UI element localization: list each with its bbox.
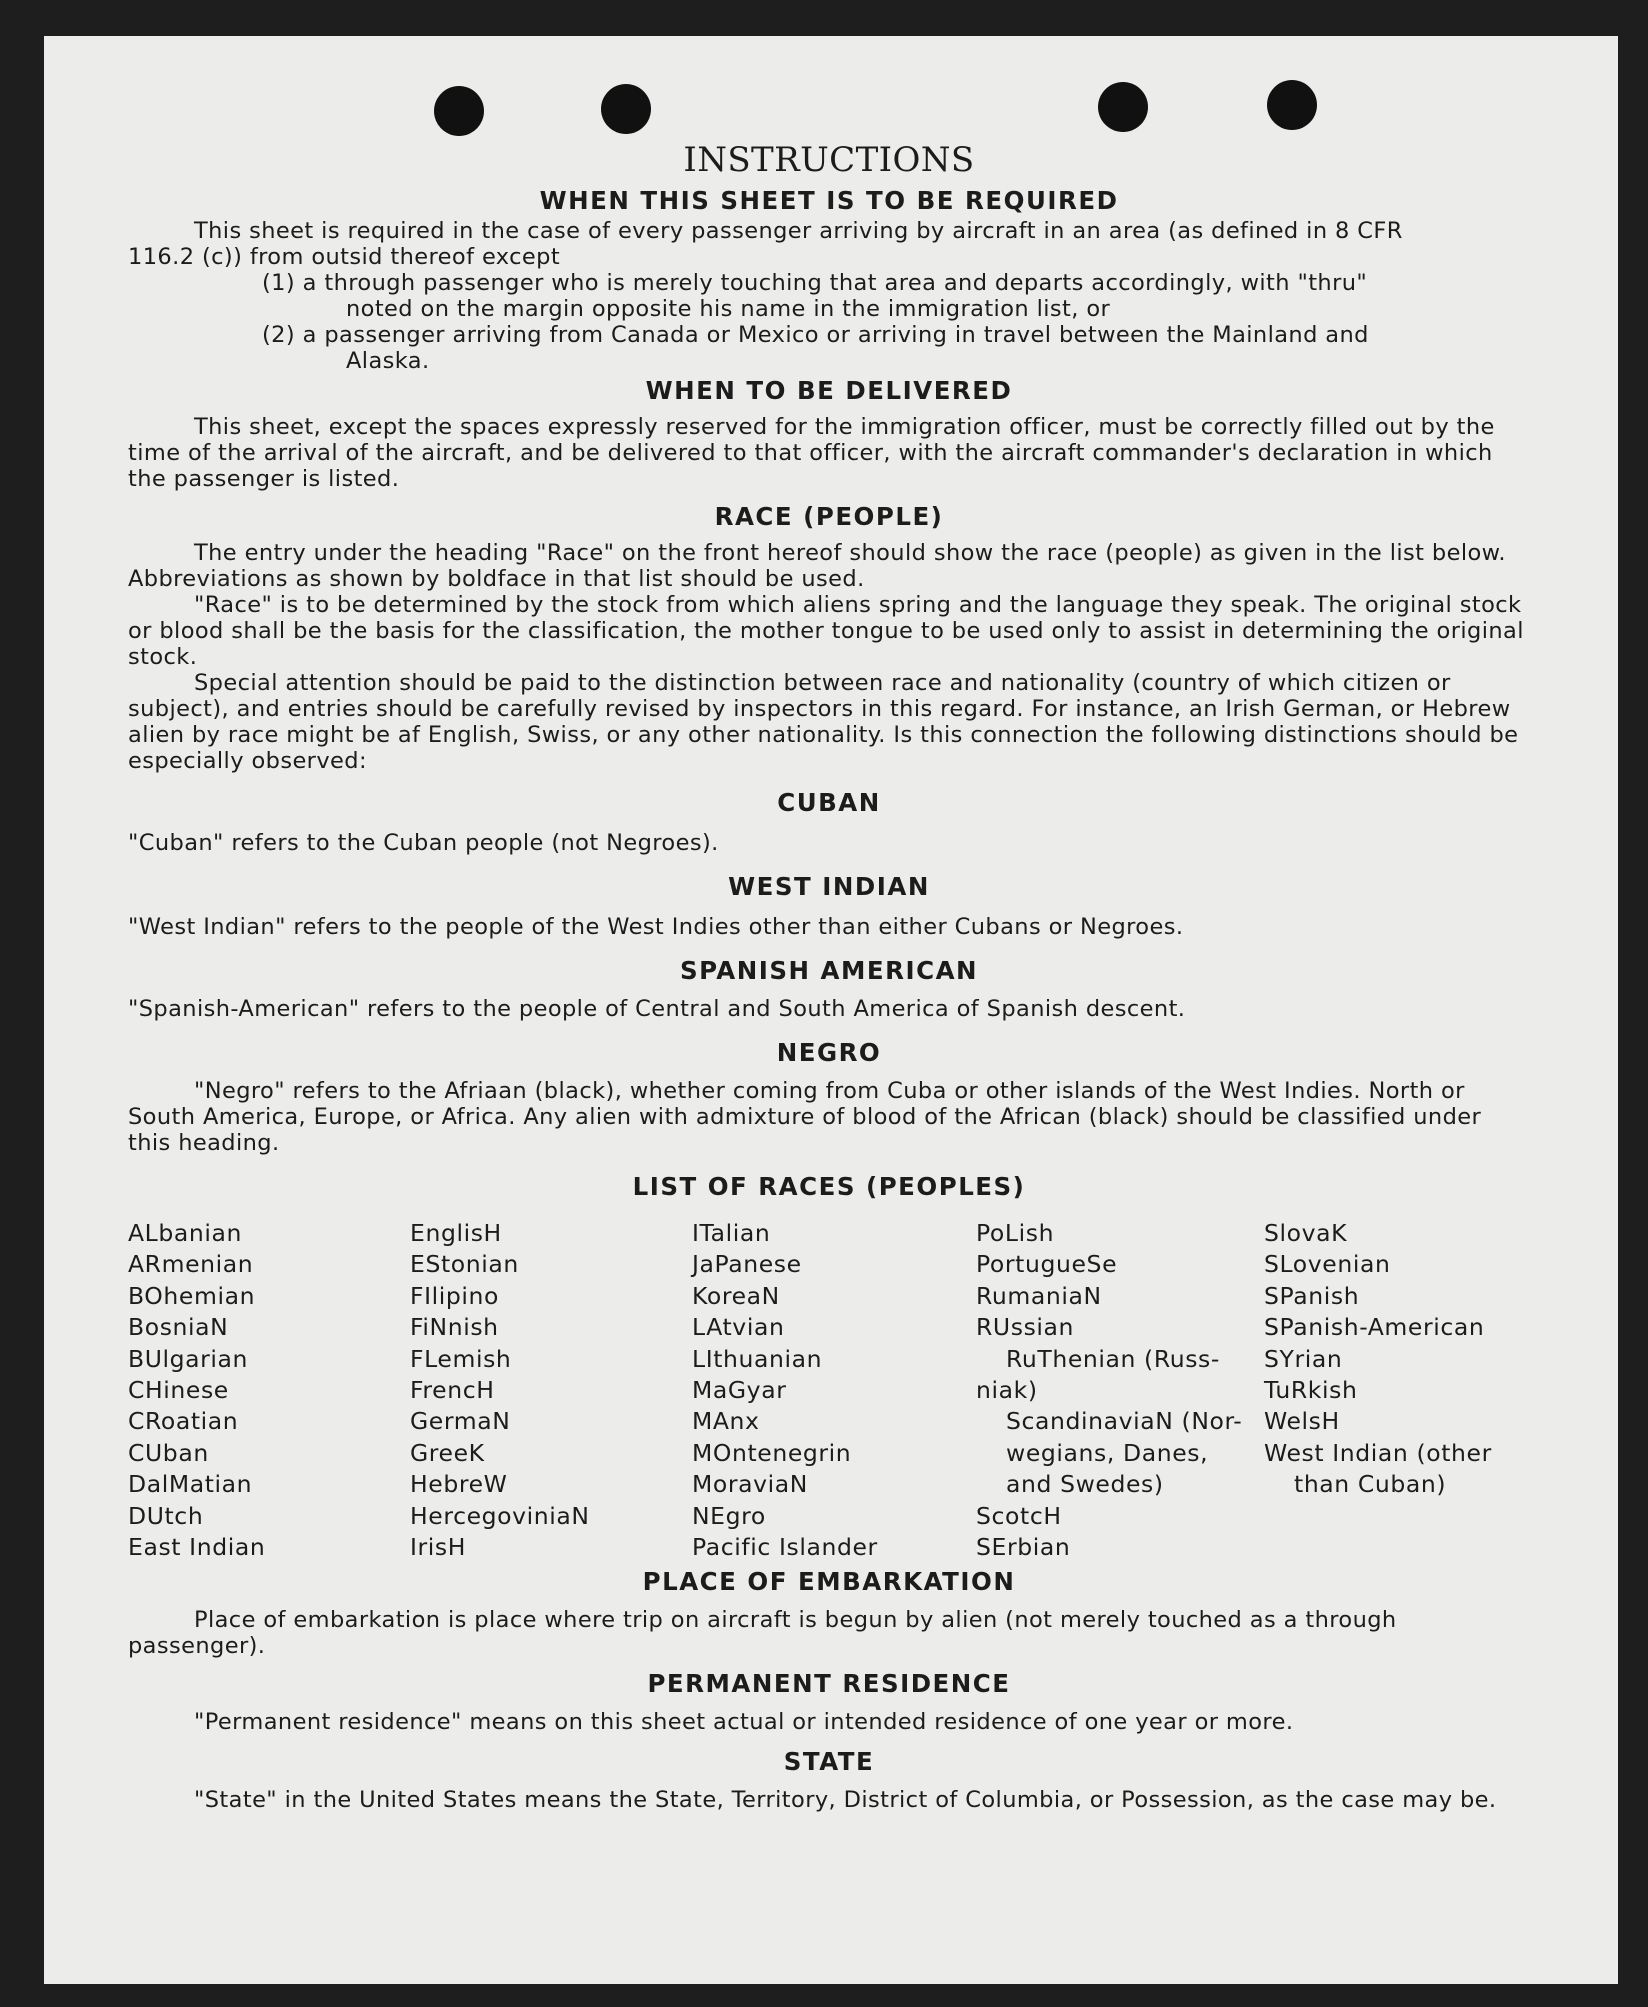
embarkation-text: Place of embarkation is place where trip on aircraft is begun by alien (not merely touched as a through passenger).: [128, 1607, 1397, 1660]
page-title: INSTRUCTIONS: [683, 140, 975, 180]
races-column-4: [976, 1218, 1264, 1563]
race-entry: PortugueSe: [976, 1250, 1118, 1279]
heading-west-indian: WEST INDIAN: [728, 872, 930, 901]
punch-hole: [601, 84, 651, 134]
race-entry: MaGyar: [692, 1376, 787, 1405]
heading-list-of-races: LIST OF RACES (PEOPLES): [632, 1172, 1026, 1201]
heading-required: WHEN THIS SHEET IS TO BE REQUIRED: [539, 186, 1119, 215]
race-entry: niak): [976, 1376, 1038, 1405]
race-entry: IrisH: [410, 1533, 467, 1562]
race-entry: KoreaN: [692, 1281, 780, 1310]
race-entry: JaPanese: [692, 1250, 802, 1279]
heading-permanent-residence: PERMANENT RESIDENCE: [647, 1669, 1011, 1699]
race-entry: GreeK: [410, 1438, 485, 1467]
race-entry: than Cuban): [1294, 1470, 1447, 1499]
negro-text: "Negro" refers to the Afriaan (black), whether coming from Cuba or other islands of the West Indies. North or South America, Europe, or Africa. Any alien with admixture of blood of the African (black) should be classified under this heading.: [128, 1078, 1482, 1156]
heading-negro: NEGRO: [776, 1038, 882, 1067]
race-entry: SYrian: [1264, 1344, 1343, 1373]
race-entry: DalMatian: [128, 1470, 253, 1499]
race-entry: TuRkish: [1264, 1376, 1358, 1405]
heading-cuban: CUBAN: [777, 788, 881, 817]
race-entry: FrencH: [410, 1376, 495, 1405]
race-entry: and Swedes): [1006, 1470, 1164, 1499]
race-entry: SlovaK: [1264, 1219, 1348, 1247]
residence-text: "Permanent residence" means on this sheet actual or intended residence of one year or more.: [194, 1709, 1294, 1736]
heading-race: RACE (PEOPLE): [714, 502, 944, 531]
race-entry: ARmenian: [128, 1250, 254, 1279]
race-entry: East Indian: [128, 1533, 266, 1562]
race-entry: EnglisH: [410, 1219, 502, 1247]
heading-state: STATE: [783, 1747, 875, 1777]
race-entry: FIlipino: [410, 1281, 500, 1310]
race-paragraph-2: "Race" is to be determined by the stock from which aliens spring and the language they speak. The original stock or blood shall be the basis for the classification, the mother tongue to be used only to assist in determining the original stock.: [128, 592, 1524, 670]
cuban-text: "Cuban" refers to the Cuban people (not Negroes).: [128, 830, 719, 856]
required-intro-line-2: 116.2 (c)) from outsid thereof except: [128, 244, 561, 270]
required-item-1-cont: noted on the margin opposite his name in the immigration list, or: [346, 296, 1111, 322]
races-column-3: [692, 1218, 976, 1563]
required-item-2: (2) a passenger arriving from Canada or Mexico or arriving in travel between the Mainland and: [262, 322, 1369, 348]
punch-hole: [1098, 82, 1148, 132]
race-entry: FiNnish: [410, 1313, 499, 1342]
race-entry: CUban: [128, 1438, 209, 1467]
race-entry: NEgro: [692, 1501, 766, 1530]
race-entry: SPanish: [1264, 1281, 1360, 1310]
race-entry: RumaniaN: [976, 1281, 1102, 1310]
races-list: [128, 1218, 1530, 1563]
race-entry: HebreW: [410, 1470, 508, 1499]
race-entry: LAtvian: [692, 1313, 785, 1342]
punch-hole: [434, 86, 484, 136]
heading-embarkation: PLACE OF EMBARKATION: [642, 1567, 1016, 1597]
race-entry: wegians, Danes,: [1006, 1438, 1209, 1467]
races-column-5: [1264, 1218, 1530, 1563]
punch-hole: [1267, 80, 1317, 130]
race-paragraph-1: The entry under the heading "Race" on the front hereof should show the race (people) as given in the list below. Abbreviations as shown by boldface in that list should be used.: [128, 540, 1506, 592]
race-entry: PoLish: [976, 1219, 1055, 1247]
spanish-american-text: "Spanish-American" refers to the people of Central and South America of Spanish descent.: [128, 996, 1186, 1022]
races-column-1: [128, 1218, 410, 1563]
delivered-text: This sheet, except the spaces expressly reserved for the immigration officer, must be correctly filled out by the time of the arrival of the aircraft, and be delivered to that officer, with the aircraft commander's declaration in which the passenger is listed.: [128, 414, 1495, 492]
race-entry: HercegoviniaN: [410, 1501, 590, 1530]
west-indian-text: "West Indian" refers to the people of the West Indies other than either Cubans or Negroes.: [128, 914, 1184, 940]
race-entry: BOhemian: [128, 1281, 256, 1310]
document-sheet: [44, 36, 1618, 1984]
instructions-content: [128, 140, 1530, 1813]
race-entry: ITalian: [692, 1219, 771, 1247]
race-entry: SLovenian: [1264, 1250, 1391, 1279]
race-entry: WelsH: [1264, 1407, 1340, 1436]
race-entry: MAnx: [692, 1407, 760, 1436]
race-entry: Pacific Islander: [692, 1533, 878, 1562]
races-column-2: [410, 1218, 692, 1563]
race-entry: DUtch: [128, 1501, 204, 1530]
race-entry: MoraviaN: [692, 1470, 808, 1499]
race-entry: RUssian: [976, 1313, 1075, 1342]
heading-spanish-american: SPANISH AMERICAN: [679, 956, 979, 985]
race-entry: SPanish-American: [1264, 1313, 1485, 1342]
race-entry: GermaN: [410, 1407, 511, 1436]
required-item-1: (1) a through passenger who is merely touching that area and departs accordingly, with "thru": [262, 270, 1368, 296]
race-entry: ALbanian: [128, 1219, 243, 1247]
race-entry: EStonian: [410, 1250, 519, 1279]
required-intro-line-1: This sheet is required in the case of every passenger arriving by aircraft in an area (as defined in 8 CFR: [194, 218, 1403, 244]
race-entry: MOntenegrin: [692, 1438, 852, 1467]
state-text: "State" in the United States means the State, Territory, District of Columbia, or Possession, as the case may be.: [194, 1787, 1497, 1814]
race-entry: ScotcH: [976, 1501, 1062, 1530]
race-entry: BosniaN: [128, 1313, 229, 1342]
race-entry: West Indian (other: [1264, 1438, 1492, 1467]
race-paragraph-3: Special attention should be paid to the distinction between race and nationality (country of which citizen or subject), and entries should be carefully revised by inspectors in this regard. For instance, an Irish German, or Hebrew alien by race might be af English, Swiss, or any other nationality. Is this connection the following distinctions should be especially observed:: [128, 670, 1519, 774]
race-entry: CHinese: [128, 1376, 229, 1405]
race-entry: SErbian: [976, 1533, 1071, 1562]
race-entry: FLemish: [410, 1344, 512, 1373]
race-entry: BUlgarian: [128, 1344, 249, 1373]
race-entry: RuThenian (Russ-: [1006, 1344, 1220, 1373]
required-item-2-cont: Alaska.: [346, 348, 430, 374]
race-entry: LIthuanian: [692, 1344, 823, 1373]
race-entry: ScandinaviaN (Nor-: [1006, 1407, 1243, 1436]
race-entry: CRoatian: [128, 1407, 239, 1436]
heading-delivered: WHEN TO BE DELIVERED: [645, 376, 1013, 405]
